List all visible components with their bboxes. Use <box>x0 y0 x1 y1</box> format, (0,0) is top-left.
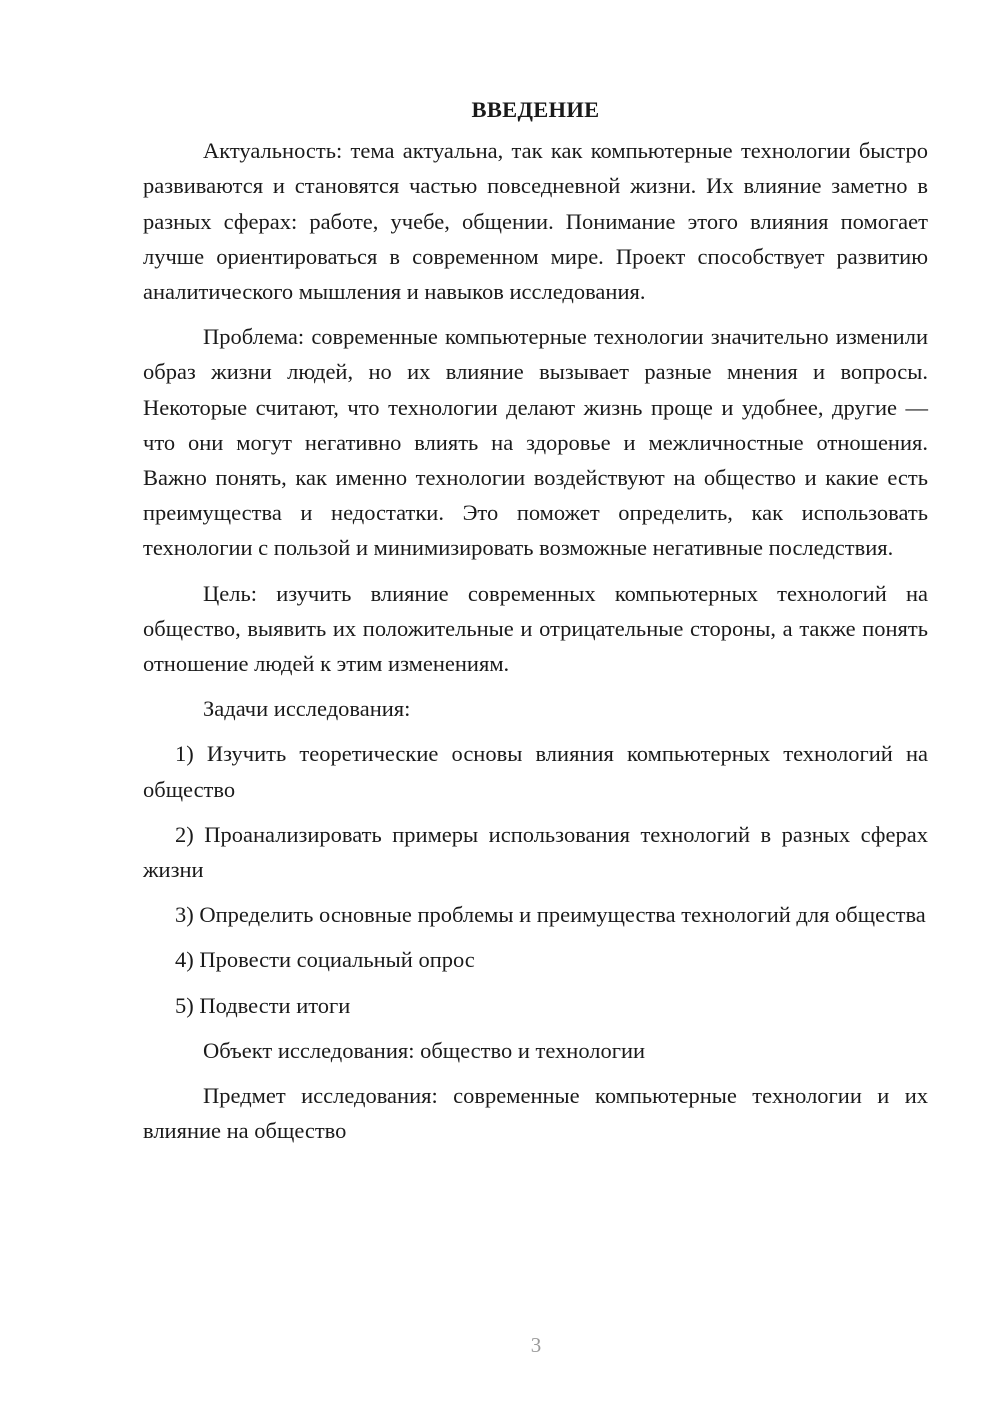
task-item: 4) Провести социальный опрос <box>175 947 475 973</box>
task-item: 1) Изучить теоретические основы влияния компьютерных технологий на общество <box>143 741 928 802</box>
page-content <box>143 92 928 1158</box>
task-item: 2) Проанализировать примеры использования технологий в разных сферах жизни <box>143 821 928 883</box>
object-paragraph: Объект исследования: общество и технологии <box>203 1037 646 1063</box>
goal-paragraph: Цель: изучить влияние современных компьютерных технологий на общество, выявить их положительные и отрицательные стороны, а также понять отношение людей к этим изменениям. <box>143 580 928 677</box>
problem-paragraph: Проблема: современные компьютерные технологии значительно изменили образ жизни людей, но их влияние вызывает разные мнения и вопросы. Некоторые считают, что технологии делают жизнь проще и удобнее, другие — что они могут негативно влиять на здоровье и межличностные отношения. Важно понять, как именно технологии воздействуют на общество и какие есть преимущества и недостатки. Это поможет определить, как использовать технологии с пользой и минимизировать возможные негативные последствия. <box>143 324 928 561</box>
subject-paragraph: Предмет исследования: современные компьютерные технологии и их влияние на общество <box>143 1083 928 1144</box>
relevance-paragraph: Актуальность: тема актуальна, так как компьютерные технологии быстро развиваются и становятся частью повседневной жизни. Их влияние заметно в разных сферах: работе, учебе, общении. Понимание этого влияния помогает лучше ориентироваться в современном мире. Проект способствует развитию аналитического мышления и навыков исследования. <box>143 138 928 305</box>
page-number: 3 <box>530 1333 542 1357</box>
section-title: ВВЕДЕНИЕ <box>471 97 600 122</box>
task-item: 3) Определить основные проблемы и преимущества технологий для общества <box>175 902 926 928</box>
task-item: 5) Подвести итоги <box>175 992 351 1018</box>
tasks-heading: Задачи исследования: <box>203 696 411 722</box>
